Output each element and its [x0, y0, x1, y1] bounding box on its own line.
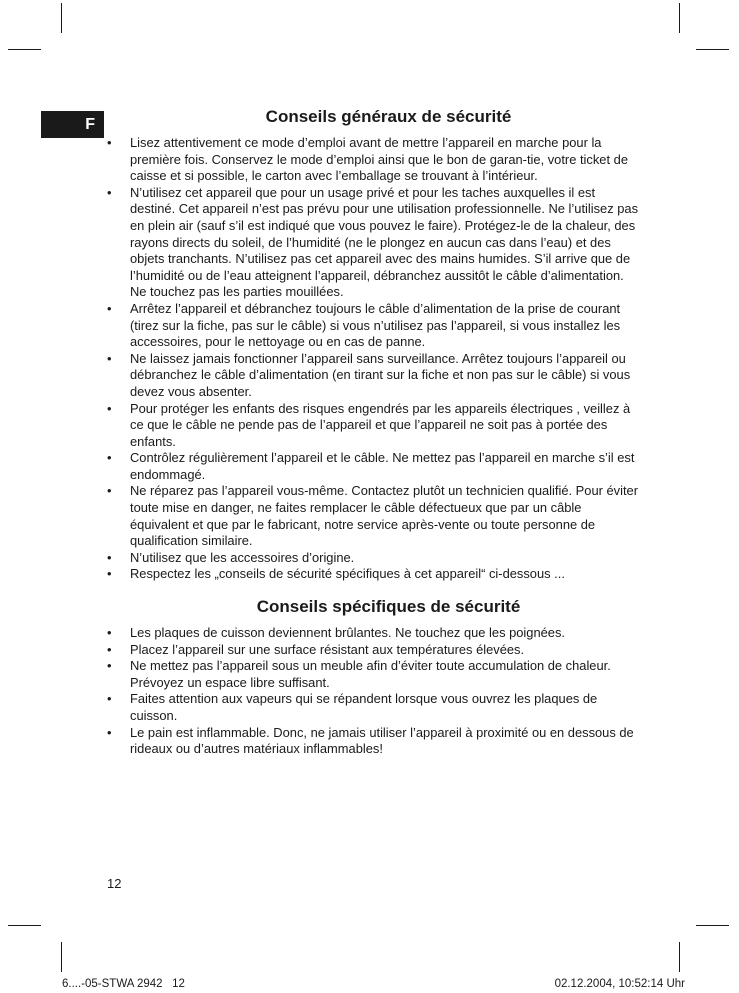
list-item: • Contrôlez régulièrement l’appareil et le câble. Ne mettez pas l’appareil en marche s’il est endommagé.: [107, 450, 640, 483]
crop-mark: [696, 925, 729, 926]
list-item: • Ne réparez pas l’appareil vous-même. Contactez plutôt un technicien qualifié. Pour éviter toute mise en danger, ne faites remplacer le câble défectueux que par un câble équivalent et que par le fabricant, notre service après-vente ou toute personne de qualification similaire.: [107, 483, 640, 549]
list-item: • Ne laissez jamais fonctionner l’appareil sans surveillance. Arrêtez toujours l’appareil ou débranchez le câble d’alimentation (en tirant sur la fiche et non pas sur le câble) si vous devez vous absenter.: [107, 351, 640, 401]
print-job-label: 6....-05-STWA 2942 12: [62, 978, 185, 990]
list-item: • Arrêtez l’appareil et débranchez toujours le câble d’alimentation de la prise de courant (tirez sur la fiche, pas sur le câble) si vous n’utilisez pas l’appareil, si vous installez les accessoires, pour le nettoyage ou en cas de panne.: [107, 301, 640, 351]
list-item: • Faites attention aux vapeurs qui se répandent lorsque vous ouvrez les plaques de cuisson.: [107, 691, 640, 724]
crop-mark: [61, 3, 62, 33]
crop-mark: [679, 3, 680, 33]
list-item: • Placez l’appareil sur une surface résistant aux températures élevées.: [107, 642, 640, 659]
crop-mark: [696, 49, 729, 50]
crop-mark: [61, 942, 62, 972]
crop-mark: [679, 942, 680, 972]
language-tab: F: [41, 111, 104, 138]
crop-mark: [8, 49, 41, 50]
list-item: • Respectez les „conseils de sécurité spécifiques à cet appareil“ ci-dessous ...: [107, 566, 640, 583]
list-item: • Le pain est inflammable. Donc, ne jamais utiliser l’appareil à proximité ou en dessous de rideaux ou d’autres matériaux inflammables!: [107, 725, 640, 758]
page-content: [107, 106, 640, 758]
page-number: 12: [107, 876, 122, 891]
list-item: • Lisez attentivement ce mode d’emploi avant de mettre l’appareil en marche pour la première fois. Conservez le mode d’emploi ainsi que le bon de garan-tie, votre ticket de caisse et si possible, le carton avec l’emballage se trouvant à l’intérieur.: [107, 135, 640, 185]
specific-safety-list: [107, 625, 640, 758]
list-item: • Pour protéger les enfants des risques engendrés par les appareils électriques , veillez à ce que le câble ne pende pas de l’appareil et que l’appareil ne soit pas à portée des enfants.: [107, 401, 640, 451]
general-safety-title: Conseils généraux de sécurité: [265, 107, 512, 126]
general-safety-list: [107, 135, 640, 583]
list-item: • Ne mettez pas l’appareil sous un meuble afin d’éviter toute accumulation de chaleur. Prévoyez un espace libre suffisant.: [107, 658, 640, 691]
print-timestamp: 02.12.2004, 10:52:14 Uhr: [554, 978, 685, 990]
specific-safety-title: Conseils spécifiques de sécurité: [256, 597, 521, 617]
crop-mark: [8, 925, 41, 926]
list-item: • N’utilisez cet appareil que pour un usage privé et pour les taches auxquelles il est destiné. Cet appareil n’est pas prévu pour une utilisation professionnelle. Ne l’utilisez pas en plein air (sauf s’il est indiqué que vous pouvez le faire). Protégez-le de la chaleur, des rayons directs du soleil, de l’humidité (ne le plongez en aucun cas dans l’eau) et des objets tranchants. N’utilisez pas cet appareil avec des mains humides. S’il arrive que de l’humidité ou de l’eau atteignent l’appareil, débranchez aussitôt le câble d’alimentation. Ne touchez pas les parties mouillées.: [107, 185, 640, 301]
list-item: • Les plaques de cuisson deviennent brûlantes. Ne touchez que les poignées.: [107, 625, 640, 642]
list-item: • N’utilisez que les accessoires d’origine.: [107, 550, 640, 567]
